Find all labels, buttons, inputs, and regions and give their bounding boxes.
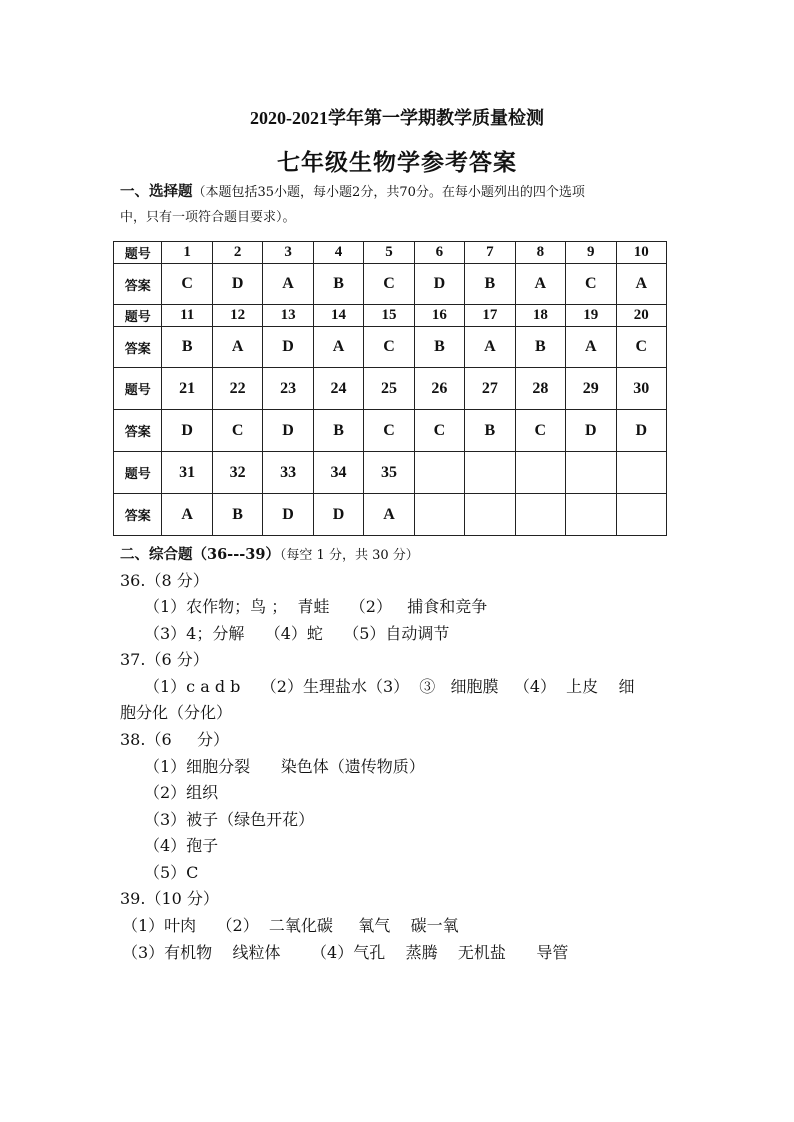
- answer-cell: D: [616, 410, 666, 452]
- question-number: [515, 452, 565, 494]
- answer-cell: C: [414, 410, 464, 452]
- question-number: 11: [162, 305, 212, 327]
- answer-line: （4）孢子: [144, 836, 219, 855]
- answer-label: 答案: [114, 264, 162, 305]
- question-number: 30: [616, 368, 666, 410]
- answer-line: （3）有机物 线粒体 （4）气孔 蒸腾 无机盐 导管: [122, 943, 569, 962]
- question-number: 23: [263, 368, 313, 410]
- question-number: 20: [616, 305, 666, 327]
- page-title: 2020-2021学年第一学期教学质量检测: [250, 108, 544, 128]
- answer-cell: A: [162, 494, 212, 536]
- table-row: [114, 410, 667, 452]
- question-number-label: 题号: [114, 368, 162, 410]
- question-number: 8: [515, 242, 565, 264]
- answer-cell: C: [566, 264, 616, 305]
- table-row: [114, 452, 667, 494]
- question-number: 9: [566, 242, 616, 264]
- answer-cell: A: [465, 327, 515, 368]
- question-number-label: 题号: [114, 305, 162, 327]
- section-1-note-continued: 中，只有一项符合题目要求）。: [120, 210, 296, 225]
- question-number: 35: [364, 452, 414, 494]
- answer-cell: A: [212, 327, 262, 368]
- answer-line: （2）组织: [144, 783, 219, 802]
- section-2-title: 二、综合题（36---39）: [120, 546, 280, 563]
- question-number: [465, 452, 515, 494]
- answer-label: 答案: [114, 494, 162, 536]
- question-number: 17: [465, 305, 515, 327]
- question-number: 34: [313, 452, 363, 494]
- question-number: 15: [364, 305, 414, 327]
- question-number: 18: [515, 305, 565, 327]
- question-number: 24: [313, 368, 363, 410]
- answer-cell: D: [414, 264, 464, 305]
- question-number: 4: [313, 242, 363, 264]
- answer-cell: C: [162, 264, 212, 305]
- answer-cell: C: [212, 410, 262, 452]
- question-title: 36.（8 分）: [120, 571, 209, 590]
- question-number: [566, 452, 616, 494]
- question-number: 5: [364, 242, 414, 264]
- section-1-title: 一、选择题: [120, 183, 193, 200]
- question-number: 16: [414, 305, 464, 327]
- question-number-label: 题号: [114, 242, 162, 264]
- answer-label: 答案: [114, 327, 162, 368]
- question-title: 39.（10 分）: [120, 889, 219, 908]
- table-row: [114, 305, 667, 327]
- answer-cell: [414, 494, 464, 536]
- answer-cell: C: [364, 410, 414, 452]
- answer-cell: D: [162, 410, 212, 452]
- answer-cell: A: [515, 264, 565, 305]
- answer-cell: B: [313, 410, 363, 452]
- answer-line: （1）细胞分裂 染色体（遗传物质）: [144, 757, 425, 776]
- question-title: 37.（6 分）: [120, 650, 209, 669]
- question-number: 22: [212, 368, 262, 410]
- answer-cell: [515, 494, 565, 536]
- answer-cell: C: [364, 264, 414, 305]
- question-number: [616, 452, 666, 494]
- table-row: [114, 327, 667, 368]
- question-number: 31: [162, 452, 212, 494]
- question-number: 27: [465, 368, 515, 410]
- question-number: 7: [465, 242, 515, 264]
- answer-cell: B: [465, 264, 515, 305]
- answer-cell: A: [364, 494, 414, 536]
- question-number: 12: [212, 305, 262, 327]
- question-number: 33: [263, 452, 313, 494]
- section-1-note: （本题包括35小题，每小题2分，共70分。在每小题列出的四个选项: [192, 185, 585, 200]
- question-number: 13: [263, 305, 313, 327]
- answer-cell: D: [263, 494, 313, 536]
- answer-line: 胞分化（分化）: [120, 703, 233, 722]
- answer-cell: D: [263, 410, 313, 452]
- answer-cell: A: [263, 264, 313, 305]
- answer-cell: B: [212, 494, 262, 536]
- question-number: 2: [212, 242, 262, 264]
- answer-table: [113, 241, 667, 536]
- section-2-note: （每空 1 分，共 30 分）: [279, 548, 419, 563]
- question-number-label: 题号: [114, 452, 162, 494]
- answer-cell: D: [212, 264, 262, 305]
- table-row: [114, 264, 667, 305]
- answer-cell: C: [616, 327, 666, 368]
- answer-cell: A: [566, 327, 616, 368]
- answer-cell: [465, 494, 515, 536]
- section-1-heading: [120, 180, 676, 230]
- question-number: 25: [364, 368, 414, 410]
- question-number: 21: [162, 368, 212, 410]
- table-row: [114, 242, 667, 264]
- answer-cell: D: [566, 410, 616, 452]
- answer-line: （1）农作物；鸟 ； 青蛙 （2） 捕食和竞争: [144, 597, 488, 616]
- answer-line: （5）C: [144, 863, 199, 882]
- question-number: 1: [162, 242, 212, 264]
- answer-label: 答案: [114, 410, 162, 452]
- answer-cell: C: [364, 327, 414, 368]
- answer-cell: B: [162, 327, 212, 368]
- question-number: 19: [566, 305, 616, 327]
- question-number: [414, 452, 464, 494]
- answer-cell: D: [313, 494, 363, 536]
- answer-cell: A: [313, 327, 363, 368]
- answer-line: （3）被子（绿色开花）: [144, 810, 315, 829]
- answer-cell: [616, 494, 666, 536]
- page-subtitle: 七年级生物学参考答案: [277, 149, 517, 176]
- answer-cell: B: [515, 327, 565, 368]
- answer-cell: B: [414, 327, 464, 368]
- table-row: [114, 494, 667, 536]
- question-number: 32: [212, 452, 262, 494]
- answer-line: （1）叶肉 （2） 二氧化碳 氧气 碳一氧: [122, 916, 459, 935]
- question-number: 10: [616, 242, 666, 264]
- answer-line: （3）4；分解 （4）蛇 （5）自动调节: [144, 624, 450, 643]
- answer-cell: D: [263, 327, 313, 368]
- answer-cell: B: [465, 410, 515, 452]
- answer-line: （1）c a d b （2）生理盐水（3） ③ 细胞膜 （4） 上皮 细: [144, 677, 635, 696]
- question-number: 3: [263, 242, 313, 264]
- question-number: 28: [515, 368, 565, 410]
- question-title: 38.（6 分）: [120, 730, 230, 749]
- answer-cell: B: [313, 264, 363, 305]
- question-number: 6: [414, 242, 464, 264]
- answer-cell: C: [515, 410, 565, 452]
- answer-cell: A: [616, 264, 666, 305]
- answer-cell: [566, 494, 616, 536]
- question-number: 14: [313, 305, 363, 327]
- question-number: 29: [566, 368, 616, 410]
- section-2-heading: [120, 543, 676, 568]
- table-row: [114, 368, 667, 410]
- question-number: 26: [414, 368, 464, 410]
